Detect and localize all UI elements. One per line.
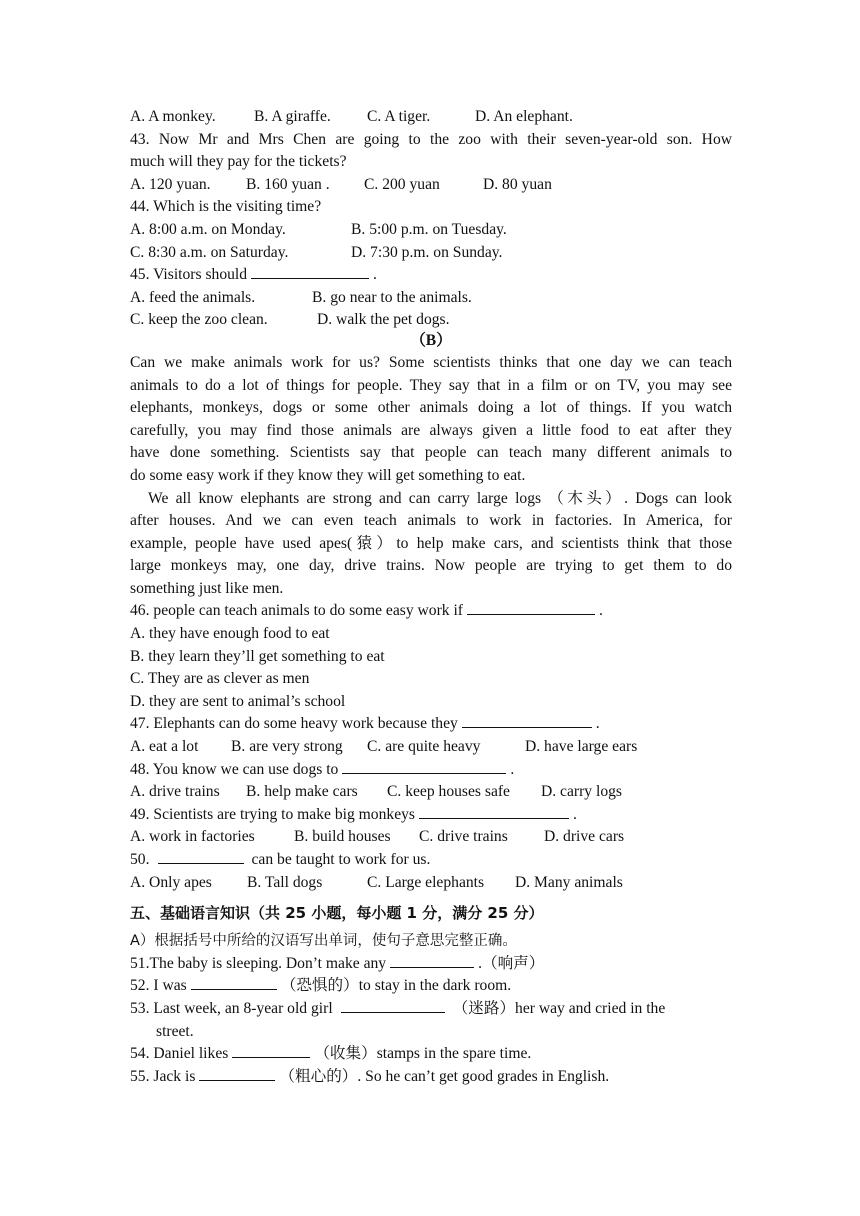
q46-end: .	[599, 602, 603, 620]
q50-answer-blank	[158, 849, 244, 864]
q43-option-a: A. 120 yuan.	[130, 175, 211, 193]
q44-options-row2	[130, 242, 732, 265]
q55-hint: （粗心的）. So he can’t get good grades in English.	[279, 1067, 610, 1085]
q47-option-a: A. eat a lot	[130, 738, 199, 756]
q48-answer-blank	[342, 759, 506, 774]
q43-question-line1: 43. Now Mr and Mrs Chen are going to the zoo with their seven-year-old son. How	[130, 130, 732, 148]
q44-option-d: D. 7:30 p.m. on Sunday.	[351, 243, 503, 261]
q46-option-b: B. they learn they’ll get something to eat	[130, 647, 385, 665]
q43-option-b: B. 160 yuan .	[246, 175, 330, 193]
q47-option-b: B. are very strong	[231, 738, 343, 756]
q54-hint: （收集）stamps in the spare time.	[314, 1045, 532, 1063]
q48-option-c: C. keep houses safe	[387, 783, 510, 801]
q50-number: 50.	[130, 851, 150, 868]
q47-option-c: C. are quite heavy	[367, 738, 481, 756]
passage-line: example, people have used apes(猿）to help make cars, and scientists think that those	[130, 534, 732, 552]
q50-text: can be taught to work for us.	[251, 851, 431, 868]
q49-option-c: C. drive trains	[419, 828, 508, 846]
q49-end: .	[572, 805, 577, 823]
q44-options-row1	[130, 219, 732, 242]
q47-option-d: D. have large ears	[525, 738, 638, 756]
q47-text: 47. Elephants can do some heavy work because they	[130, 715, 458, 733]
q53-hint: （迷路）her way and cried in the	[452, 999, 666, 1017]
q46-text: 46. people can teach animals to do some easy work if	[130, 602, 463, 620]
q42-option-a: A. A monkey.	[130, 108, 216, 125]
q48-option-a: A. drive trains	[130, 783, 220, 801]
passage-line: elephants, monkeys, dogs or some other animals doing a lot of things. If you watch	[130, 399, 732, 417]
q51	[130, 953, 732, 976]
q52	[130, 975, 732, 998]
q43-option-d: D. 80 yuan	[483, 175, 552, 193]
q46-option-c: C. They are as clever as men	[130, 670, 310, 688]
q54	[130, 1043, 732, 1066]
q49-question	[130, 804, 732, 827]
q54-answer-blank	[232, 1043, 310, 1058]
section-5-part-a-instructions: A）根据括号中所给的汉语写出单词，使句子意思完整正确。	[130, 933, 517, 950]
passage-line: We all know elephants are strong and can carry large logs （木头）. Dogs can look	[148, 489, 732, 507]
q45-option-b: B. go near to the animals.	[312, 288, 472, 306]
q49-option-b: B. build houses	[294, 828, 391, 846]
q45-options-row2	[130, 309, 732, 332]
q48-options	[130, 781, 732, 804]
q42-option-b: B. A giraffe.	[254, 108, 331, 125]
section-5-title: 五、基础语言知识（共 25 小题，每小题 1 分，满分 25 分）	[130, 904, 544, 923]
q51-answer-blank	[390, 953, 474, 968]
passage-paragraph-2	[130, 488, 732, 601]
q44-option-a: A. 8:00 a.m. on Monday.	[130, 220, 286, 238]
passage-line: Can we make animals work for us? Some scientists thinks that one day we can teach	[130, 353, 732, 371]
q47-options	[130, 736, 732, 759]
exam-page	[130, 106, 732, 1088]
q48-option-b: B. help make cars	[246, 783, 358, 801]
q50-option-c: C. Large elephants	[367, 873, 485, 891]
q45-end: .	[373, 266, 377, 284]
q43-options	[130, 174, 732, 197]
q49-option-a: A. work in factories	[130, 828, 255, 846]
q47-question	[130, 713, 732, 736]
q53-continuation: street.	[156, 1022, 194, 1040]
q45-option-c: C. keep the zoo clean.	[130, 311, 268, 329]
q50-option-d: D. Many animals	[515, 873, 623, 891]
q55-answer-blank	[199, 1066, 275, 1081]
q48-question	[130, 759, 732, 782]
q43-question-line2: much will they pay for the tickets?	[130, 153, 347, 171]
q53-answer-blank	[341, 998, 445, 1013]
passage-line: have done something. Scientists say that people can teach many different animals to	[130, 444, 732, 462]
passage-line: something just like men.	[130, 579, 284, 597]
q50-option-b: B. Tall dogs	[247, 873, 323, 891]
q46-option-d: D. they are sent to animal’s school	[130, 692, 346, 710]
q48-text: 48. You know we can use dogs to	[130, 760, 339, 778]
q44-question: 44. Which is the visiting time?	[130, 198, 322, 216]
q54-text: 54. Daniel likes	[130, 1045, 229, 1063]
passage-line: animals to do a lot of things for people. They say that in a film or on TV, you may see	[130, 376, 732, 394]
q45-question	[130, 264, 732, 287]
q45-answer-blank	[251, 264, 369, 279]
q50-options	[130, 872, 732, 895]
part-b-heading: （B）	[410, 331, 452, 349]
q52-answer-blank	[191, 975, 277, 990]
q47-end: .	[595, 715, 600, 733]
passage-line: large monkeys may, one day, drive trains. Now people are trying to get them to do	[130, 557, 732, 575]
q49-option-d: D. drive cars	[544, 828, 625, 846]
q43-option-c: C. 200 yuan	[364, 175, 440, 193]
q42-option-d: D. An elephant.	[475, 108, 573, 125]
q45-option-d: D. walk the pet dogs.	[317, 311, 450, 329]
q53-text: 53. Last week, an 8-year old girl	[130, 999, 333, 1017]
passage-paragraph-1	[130, 352, 732, 488]
q48-end: .	[510, 760, 515, 778]
q51-hint: .（响声）	[478, 954, 545, 972]
passage-line: after houses. And we can even teach animals to work in factories. In America, for	[130, 512, 732, 530]
passage-line: do some easy work if they know they will get something to eat.	[130, 466, 526, 484]
q42-options	[130, 106, 732, 129]
q42-option-c: C. A tiger.	[367, 108, 431, 125]
q48-option-d: D. carry logs	[541, 783, 622, 801]
q46-option-a: A. they have enough food to eat	[130, 625, 330, 643]
passage-line: carefully, you may find those animals are always given a little food to eat after they	[130, 421, 732, 439]
q52-text: 52. I was	[130, 977, 187, 995]
q45-options-row1	[130, 287, 732, 310]
q50-option-a: A. Only apes	[130, 873, 212, 891]
q53	[130, 998, 732, 1021]
q55	[130, 1066, 732, 1089]
q55-text: 55. Jack is	[130, 1067, 196, 1085]
q49-answer-blank	[419, 804, 569, 819]
q49-options	[130, 826, 732, 849]
q47-answer-blank	[462, 713, 592, 728]
q45-option-a: A. feed the animals.	[130, 288, 256, 306]
q46-answer-blank	[467, 600, 595, 615]
q46-question	[130, 600, 732, 623]
q50-question	[130, 849, 732, 872]
q44-option-b: B. 5:00 p.m. on Tuesday.	[351, 220, 507, 238]
q51-text: 51.The baby is sleeping. Don’t make any	[130, 954, 387, 972]
q52-hint: （恐惧的）to stay in the dark room.	[280, 977, 512, 995]
q44-option-c: C. 8:30 a.m. on Saturday.	[130, 243, 289, 261]
q45-text: 45. Visitors should	[130, 266, 248, 284]
q49-text: 49. Scientists are trying to make big monkeys	[130, 805, 415, 823]
